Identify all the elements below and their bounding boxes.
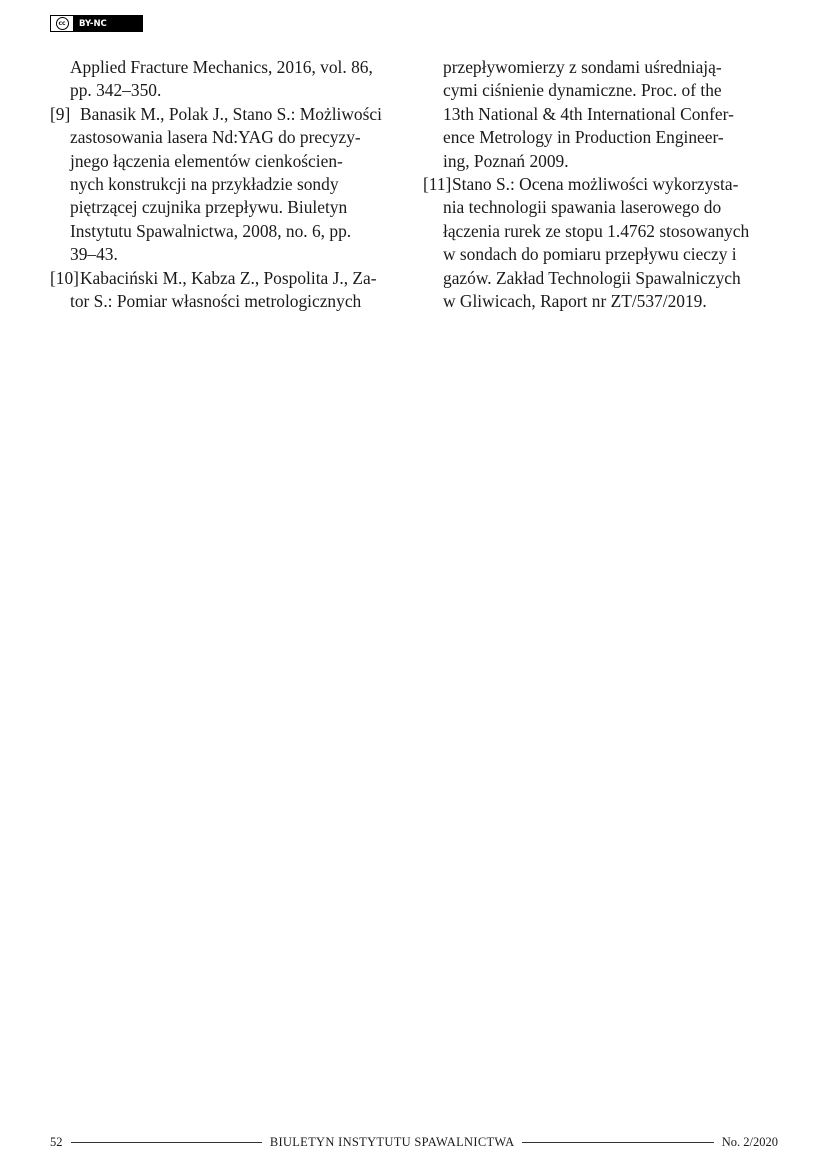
reference-line: ing, Poznań 2009. (443, 150, 569, 171)
reference-line: pp. 342–350. (70, 80, 162, 101)
reference-line: łączenia rurek ze stopu 1.4762 stosowanych (443, 220, 750, 241)
reference-continuation (50, 56, 410, 103)
cc-license-badge (50, 15, 143, 32)
reference-9 (50, 103, 410, 267)
reference-number: [11] (423, 174, 452, 195)
page-footer (50, 1133, 778, 1151)
footer-rule-right (522, 1142, 713, 1143)
reference-line: nia technologii spawania laserowego do (443, 197, 722, 218)
reference-line: Kabaciński M., Kabza Z., Pospolita J., Za- (80, 267, 377, 288)
page-number: 52 (50, 1134, 63, 1149)
issue-number: No. 2/2020 (721, 1134, 779, 1149)
reference-number: [9] (50, 103, 71, 124)
reference-line: zastosowania lasera Nd:YAG do precyzy- (70, 127, 361, 148)
reference-line: cymi ciśnienie dynamiczne. Proc. of the (443, 80, 722, 101)
cc-icon: cc (51, 16, 73, 31)
references-left-column (50, 56, 410, 313)
reference-line: w Gliwicach, Raport nr ZT/537/2019. (443, 291, 707, 312)
reference-line: 39–43. (70, 244, 118, 265)
reference-line: Instytutu Spawalnictwa, 2008, no. 6, pp. (70, 220, 352, 241)
reference-10 (50, 267, 410, 314)
footer-rule-left (71, 1142, 262, 1143)
reference-continuation (423, 56, 783, 173)
reference-number: [10] (50, 267, 79, 288)
journal-title: BIULETYN INSTYTUTU SPAWALNICTWA (269, 1134, 515, 1149)
reference-line: piętrzącej czujnika przepływu. Biuletyn (70, 197, 348, 218)
references-right-column (423, 56, 783, 313)
license-label: BY-NC (73, 16, 142, 31)
reference-line: Stano S.: Ocena możliwości wykorzysta- (452, 174, 739, 195)
reference-line: ence Metrology in Production Engineer- (443, 127, 724, 148)
reference-line: gazów. Zakład Technologii Spawalniczych (443, 267, 741, 288)
reference-line: nych konstrukcji na przykładzie sondy (70, 174, 339, 195)
reference-line: przepływomierzy z sondami uśredniają- (443, 57, 722, 77)
reference-line: Applied Fracture Mechanics, 2016, vol. 86, (70, 57, 373, 77)
reference-line: tor S.: Pomiar własności metrologicznych (70, 291, 362, 312)
reference-line: Banasik M., Polak J., Stano S.: Możliwości (80, 103, 382, 124)
reference-line: 13th National & 4th International Confer- (443, 103, 734, 124)
reference-line: w sondach do pomiaru przepływu cieczy i (443, 244, 737, 265)
reference-11 (423, 173, 783, 313)
reference-line: jnego łączenia elementów cienkościen- (70, 150, 343, 171)
